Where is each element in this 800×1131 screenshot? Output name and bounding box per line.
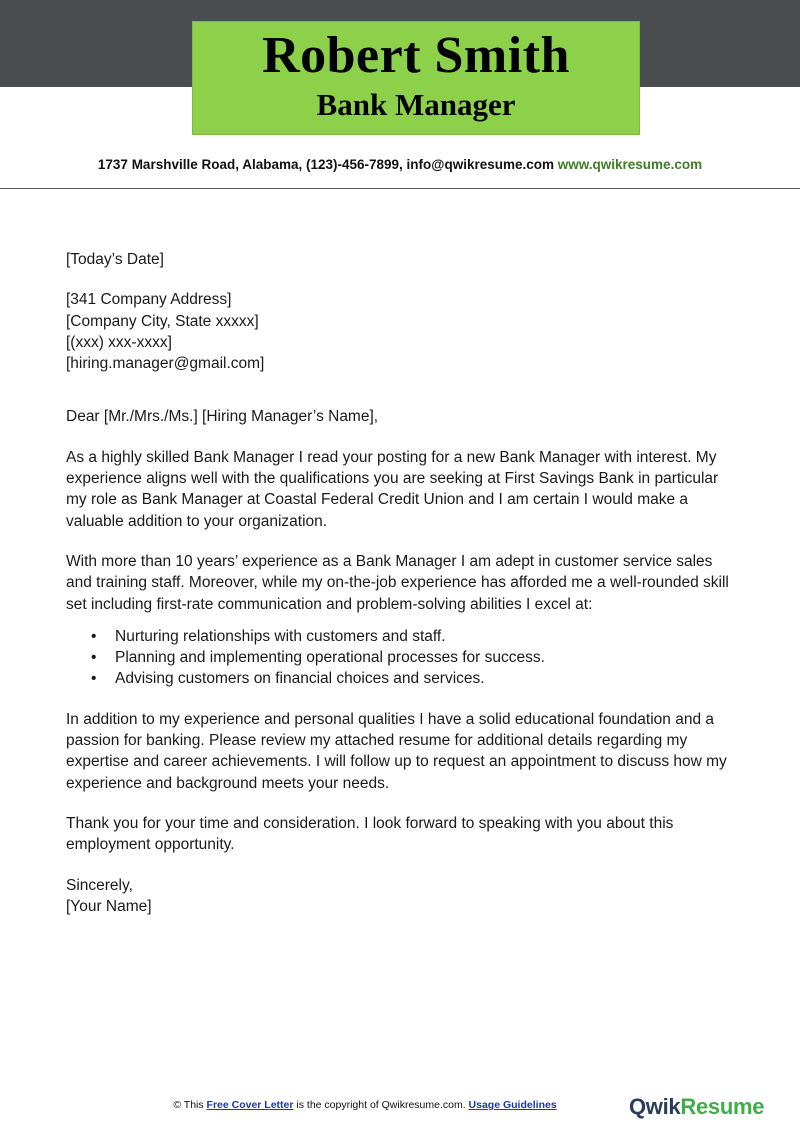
footer-middle: is the copyright of Qwikresume.com.: [293, 1099, 469, 1111]
list-item-text: Advising customers on financial choices and services.: [115, 670, 485, 688]
recipient-address: [66, 289, 736, 374]
list-item: [66, 668, 736, 689]
footer-copyright: [0, 1099, 730, 1111]
bullet-icon: •: [91, 670, 97, 688]
logo-part-qwik: Qwik: [629, 1094, 681, 1119]
letter-body: [66, 249, 736, 917]
address-line: [Company City, State xxxxx]: [66, 312, 259, 330]
address-line: [341 Company Address]: [66, 291, 232, 309]
letter-date: [Today’s Date]: [66, 251, 164, 268]
contact-info: 1737 Marshville Road, Alabama, (123)-456-7899, info@qwikresume.com: [97, 157, 555, 172]
list-item: [66, 626, 736, 647]
qwikresume-logo[interactable]: [629, 1094, 764, 1120]
skills-list: [66, 626, 736, 690]
footer-prefix: © This: [173, 1099, 207, 1111]
bullet-icon: •: [91, 627, 97, 645]
address-line: [hiring.manager@gmail.com]: [66, 355, 265, 373]
paragraph-intro: As a highly skilled Bank Manager I read your posting for a new Bank Manager with interest. My experience aligns well with the qualifications you are seeking at First Savings Bank in particular my role as Bank Manager at Coastal Federal Credit Union and I am certain I would make a valuable addition to your organization.: [66, 448, 719, 530]
candidate-name: Robert Smith: [262, 27, 570, 84]
address-line: [(xxx) xxx-xxxx]: [66, 333, 172, 351]
website-link[interactable]: www.qwikresume.com: [557, 157, 703, 172]
header-divider: [0, 188, 800, 189]
paragraph-thanks: Thank you for your time and consideration. I look forward to speaking with you about this employment opportunity.: [66, 814, 674, 854]
list-item-text: Nurturing relationships with customers and staff.: [115, 627, 446, 645]
greeting: Dear [Mr./Mrs./Ms.] [Hiring Manager’s Name],: [66, 408, 379, 426]
list-item: [66, 647, 736, 668]
job-title: Bank Manager: [316, 87, 516, 122]
free-cover-letter-link[interactable]: Free Cover Letter: [206, 1099, 294, 1111]
bullet-icon: •: [91, 649, 97, 667]
paragraph-experience: With more than 10 years’ experience as a Bank Manager I am adept in customer service sales and training staff. Moreover, while my on-the-job experience has afforded me a well-rounded skill set including first-rate communication and problem-solving abilities I excel at:: [66, 552, 729, 613]
closing: Sincerely,: [66, 876, 133, 894]
name-banner: [192, 21, 640, 135]
logo-part-resume: Resume: [680, 1094, 765, 1119]
list-item-text: Planning and implementing operational processes for success.: [115, 649, 545, 667]
paragraph-education: In addition to my experience and personal qualities I have a solid educational foundation and a passion for banking. Please review my attached resume for additional details regarding my expertise and career achievements. I will follow up to request an appointment to discuss how my experience and background meets your needs.: [66, 710, 727, 792]
usage-guidelines-link[interactable]: Usage Guidelines: [468, 1099, 557, 1111]
signature: [Your Name]: [66, 897, 152, 915]
contact-line: [0, 157, 800, 172]
